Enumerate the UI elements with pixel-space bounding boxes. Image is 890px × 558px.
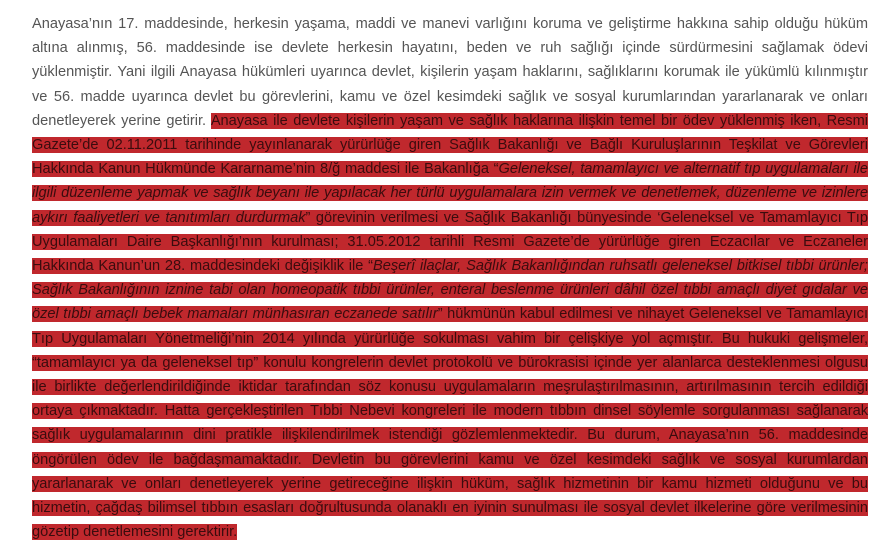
highlight-segment-1: Anayasa ile devlete kişilerin yaşam ve sağlık haklarına ilişkin temel bir ödev yüklenmiş iken, Resmi Gazete’de 02.11.2011 tarihinde yayınlanarak yürürlüğe giren Sağlık Bakanlığı ve Bağlı Kuruluşlarının Teşkilat ve Görevleri Hakkında Kanun Hükmünde Kararname’nin 8/ğ maddesi ile Bakanlığa “ [32,112,869,178]
highlight-segment-3: ” hükmünün kabul edilmesi ve nihayet Geleneksel ve Tamamlayıcı Tıp Uygulamaları Yönetmeliği’nin 2014 yılında yürürlüğe sokulması vahim bir çelişkiye yol açmıştır. Bu hukuki gelişmeler, “tamamlayıcı ya da geleneksel tıp” konulu kongrelerin devlet protokolü ve bürokrasisi içinde yer alanlarca desteklenmesi olgusu ile birlikte değerlendirildiğinde iktidar tarafından söz konusu uygulamaların meşrulaştırılmasının, artırılmasının tercih edildiği ortaya çıkmaktadır. Hatta gerçekleştirilen Tıbbi Nebevi kongreleri ile modern tıbbın dinsel söylemle sorgulanması sağlanarak sağlık uygulamalarının dini pratikle ilişkilendirilmek istendiği gözlemlenmektedir. Bu durum, Anayasa’nın 56. maddesinde öngörülen ödev ile bağdaşmamaktadır. Devletin bu görevlerini kamu ve özel kesimdeki sağlık ve sosyal kurumlardan yararlanarak ve onları denetleyerek yerine getireceğine ilişkin hüküm, sağlık hizmetinin bir kamu hizmeti olduğunu ve bu hizmetin, çağdaş bilimsel tıbbın esasları doğrultusunda olanaklı en iyinin sunulması ile sosyal devlet ilkelerine göre verilmesinin gözetip denetlemesini gerektirir. [32,306,869,541]
article-body [32,12,868,544]
paragraph [32,12,868,544]
highlight-quote-2: Beşerî ilaçlar, Sağlık Bakanlığından ruhsatlı geleneksel bitkisel tıbbi ürünler; Sağlık Bakanlığının iznine tabi olan homeopatik tıbbi ürünler, enteral beslenme ürünleri dâhil özel tıbbi amaçlı diyet gıdalar ve özel tıbbi amaçlı bebek mamaları münhasıran eczanede satılır [32,258,868,323]
highlight-segment-2: ” görevinin verilmesi ve Sağlık Bakanlığı bünyesinde ‘Geleneksel ve Tamamlayıcı Tıp Uygulamaları Daire Başkanlığı’nın kurulması; 31.05.2012 tarihli Resmi Gazete’de yürürlüğe giren Eczacılar ve Eczaneler Hakkında Kanun’un 28. maddesindeki değişiklik ile “ [32,209,868,275]
highlighted-text-selection[interactable] [32,113,868,540]
paragraph-plain-text: Anayasa’nın 17. maddesinde, herkesin yaşama, maddi ve manevi varlığını koruma ve geliştirme hakkına sahip olduğu hüküm altına alınmış, 56. maddesinde ise devlete herkesin hayatını, beden ve ruh sağlığı içinde sürdürmesini sağlamak ödevi yüklenmiştir. Yani ilgili Anayasa hükümleri uyarınca devlet, kişilerin yaşam haklarını, sağlıklarını korumak ile yükümlü kılınmıştır ve 56. madde uyarınca devlet bu görevlerini, kamu ve özel kesimdeki sağlık ve sosyal kurumlarından yararlanarak ve onları denetleyerek yerine getirir. [32,16,868,129]
highlight-quote-1: Geleneksel, tamamlayıcı ve alternatif tıp uygulamaları ile ilgili düzenleme yapmak ve sağlık beyanı ile yapılacak her türlü uygulamalara izin vermek ve denetlemek, düzenleme ve izinlere aykırı faaliyetleri ve tanıtımları durdurmak [32,161,868,226]
